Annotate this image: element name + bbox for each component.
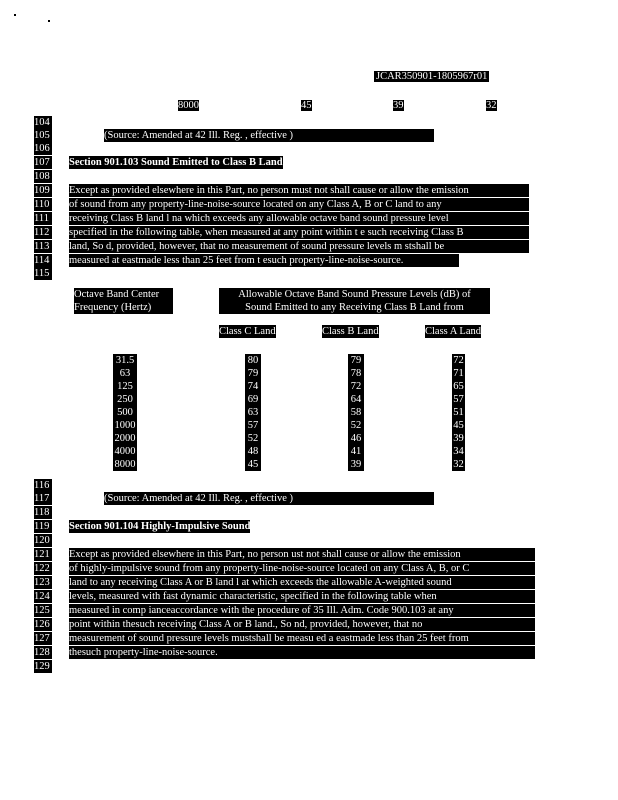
table-cell: 46 [348, 432, 364, 445]
table-cell: 64 [348, 393, 364, 406]
table-cell: 57 [245, 419, 261, 432]
header-col-label: 8000 [178, 100, 199, 111]
line-number: 126 [34, 618, 52, 631]
document-id: JCAR350901-1805967r01 [376, 71, 488, 82]
table-header: Octave Band Center [74, 288, 173, 301]
table-subheader: Class C Land [219, 326, 276, 337]
line-number: 112 [34, 226, 52, 239]
table-cell: 80 [245, 354, 261, 367]
table-cell: 4000 [114, 446, 136, 457]
paragraph-line: measured in comp ianceaccordance with the procedure of 35 Ill. Adm. Code 900.103 at any [69, 604, 535, 617]
table-cell: 45 [245, 458, 261, 471]
paragraph-line [69, 184, 529, 197]
table-cell: 52 [348, 419, 364, 432]
table-cell: 69 [245, 393, 261, 406]
table-header: Allowable Octave Band Sound Pressure Levels (dB) of [219, 288, 490, 301]
line-number: 116 [34, 479, 52, 492]
table-cell: 32 [453, 459, 464, 470]
paragraph-line: specified in the following table, when measured at any point within t e such receiving Class B [69, 226, 529, 239]
table-cell: 48 [245, 445, 261, 458]
line-number: 115 [34, 267, 52, 280]
line-number: 105 [34, 129, 52, 142]
table-cell: 78 [348, 367, 364, 380]
paragraph-line: land, So d, provided, however, that no measurement of sound pressure levels m stshall be [69, 240, 529, 253]
table-cell: 500 [113, 406, 137, 419]
line-number: 120 [34, 534, 52, 547]
paragraph-line: of sound from any property-line-noise-source located on any Class A, B or C land to any [69, 198, 529, 211]
text-run: no person must not shall cause or allow the emission [247, 185, 469, 196]
table-cell: 58 [348, 406, 364, 419]
table-cell: 72 [453, 355, 464, 366]
line-number: 119 [34, 520, 52, 533]
line-number: 127 [34, 632, 52, 645]
paragraph-line: point within thesuch receiving Class A or B land., So nd, provided, however, that no [69, 618, 535, 631]
paragraph-line: levels, measured with fast dynamic characteristic, specified in the following table when [69, 590, 535, 603]
table-cell: 125 [113, 380, 137, 393]
table-cell: 41 [348, 445, 364, 458]
header-col-label: 39 [393, 100, 404, 111]
text-run: Except as provided elsewhere in this Part, [69, 185, 248, 196]
table-subheader: Class A Land [425, 326, 482, 337]
margin-mark [14, 14, 16, 16]
line-number: 109 [34, 184, 52, 197]
paragraph-line: measured at eastmade less than 25 feet from t esuch property-line-noise-source. [69, 254, 459, 267]
paragraph-line: thesuch property-line-noise-source. [69, 646, 535, 659]
table-cell: 51 [453, 407, 464, 418]
paragraph-line: land to any receiving Class A or B land l at which exceeds the allowable A-weighted sound [69, 576, 535, 589]
section-heading: Section 901.104 Highly-Impulsive Sound [69, 521, 251, 532]
table-cell: 52 [245, 432, 261, 445]
line-number: 111 [34, 212, 52, 225]
line-number: 107 [34, 156, 52, 169]
line-number: 128 [34, 646, 52, 659]
table-cell: 71 [453, 368, 464, 379]
paragraph-line: of highly-impulsive sound from any property-line-noise-source located on any Class A, B, or C [69, 562, 535, 575]
table-cell: 45 [453, 420, 464, 431]
source-note: (Source: Amended at 42 Ill. Reg. , effective ) [104, 492, 434, 505]
table-cell: 63 [245, 406, 261, 419]
table-cell: 2000 [114, 433, 136, 444]
line-number: 124 [34, 590, 52, 603]
table-cell: 8000 [114, 459, 136, 470]
table-header: Sound Emitted to any Receiving Class B Land from [219, 301, 490, 314]
table-cell: 65 [453, 381, 464, 392]
margin-mark [48, 20, 50, 22]
paragraph-line: measurement of sound pressure levels mustshall be measu ed a eastmade less than 25 feet from [69, 632, 535, 645]
line-number: 118 [34, 506, 52, 519]
line-number: 113 [34, 240, 52, 253]
table-header: Frequency (Hertz) [74, 301, 173, 314]
table-cell: 39 [453, 433, 464, 444]
line-number: 114 [34, 254, 52, 267]
line-number: 121 [34, 548, 52, 561]
header-col-label: 32 [486, 100, 497, 111]
paragraph-line: receiving Class B land l na which exceeds any allowable octave band sound pressure level [69, 212, 529, 225]
line-number: 108 [34, 170, 52, 183]
header-col-label: 45 [301, 100, 312, 111]
table-subheader: Class B Land [322, 326, 379, 337]
table-cell: 79 [348, 354, 364, 367]
source-note: (Source: Amended at 42 Ill. Reg. , effective ) [104, 129, 434, 142]
line-number: 122 [34, 562, 52, 575]
line-number: 125 [34, 604, 52, 617]
line-number: 123 [34, 576, 52, 589]
section-heading: Section 901.103 Sound Emitted to Class B Land [69, 157, 283, 168]
line-number: 110 [34, 198, 52, 211]
paragraph-line: Except as provided elsewhere in this Part, no person ust not shall cause or allow the emission [69, 548, 535, 561]
table-cell: 250 [113, 393, 137, 406]
line-number: 104 [34, 116, 52, 129]
line-number: 129 [34, 660, 52, 673]
line-number: 117 [34, 492, 52, 505]
table-cell: 57 [453, 394, 464, 405]
table-cell: 39 [348, 458, 364, 471]
line-number: 106 [34, 142, 52, 155]
table-cell: 79 [245, 367, 261, 380]
table-cell: 74 [245, 380, 261, 393]
table-cell: 31.5 [113, 354, 137, 367]
table-cell: 1000 [114, 420, 136, 431]
table-cell: 34 [453, 446, 464, 457]
table-cell: 63 [113, 367, 137, 380]
table-cell: 72 [348, 380, 364, 393]
